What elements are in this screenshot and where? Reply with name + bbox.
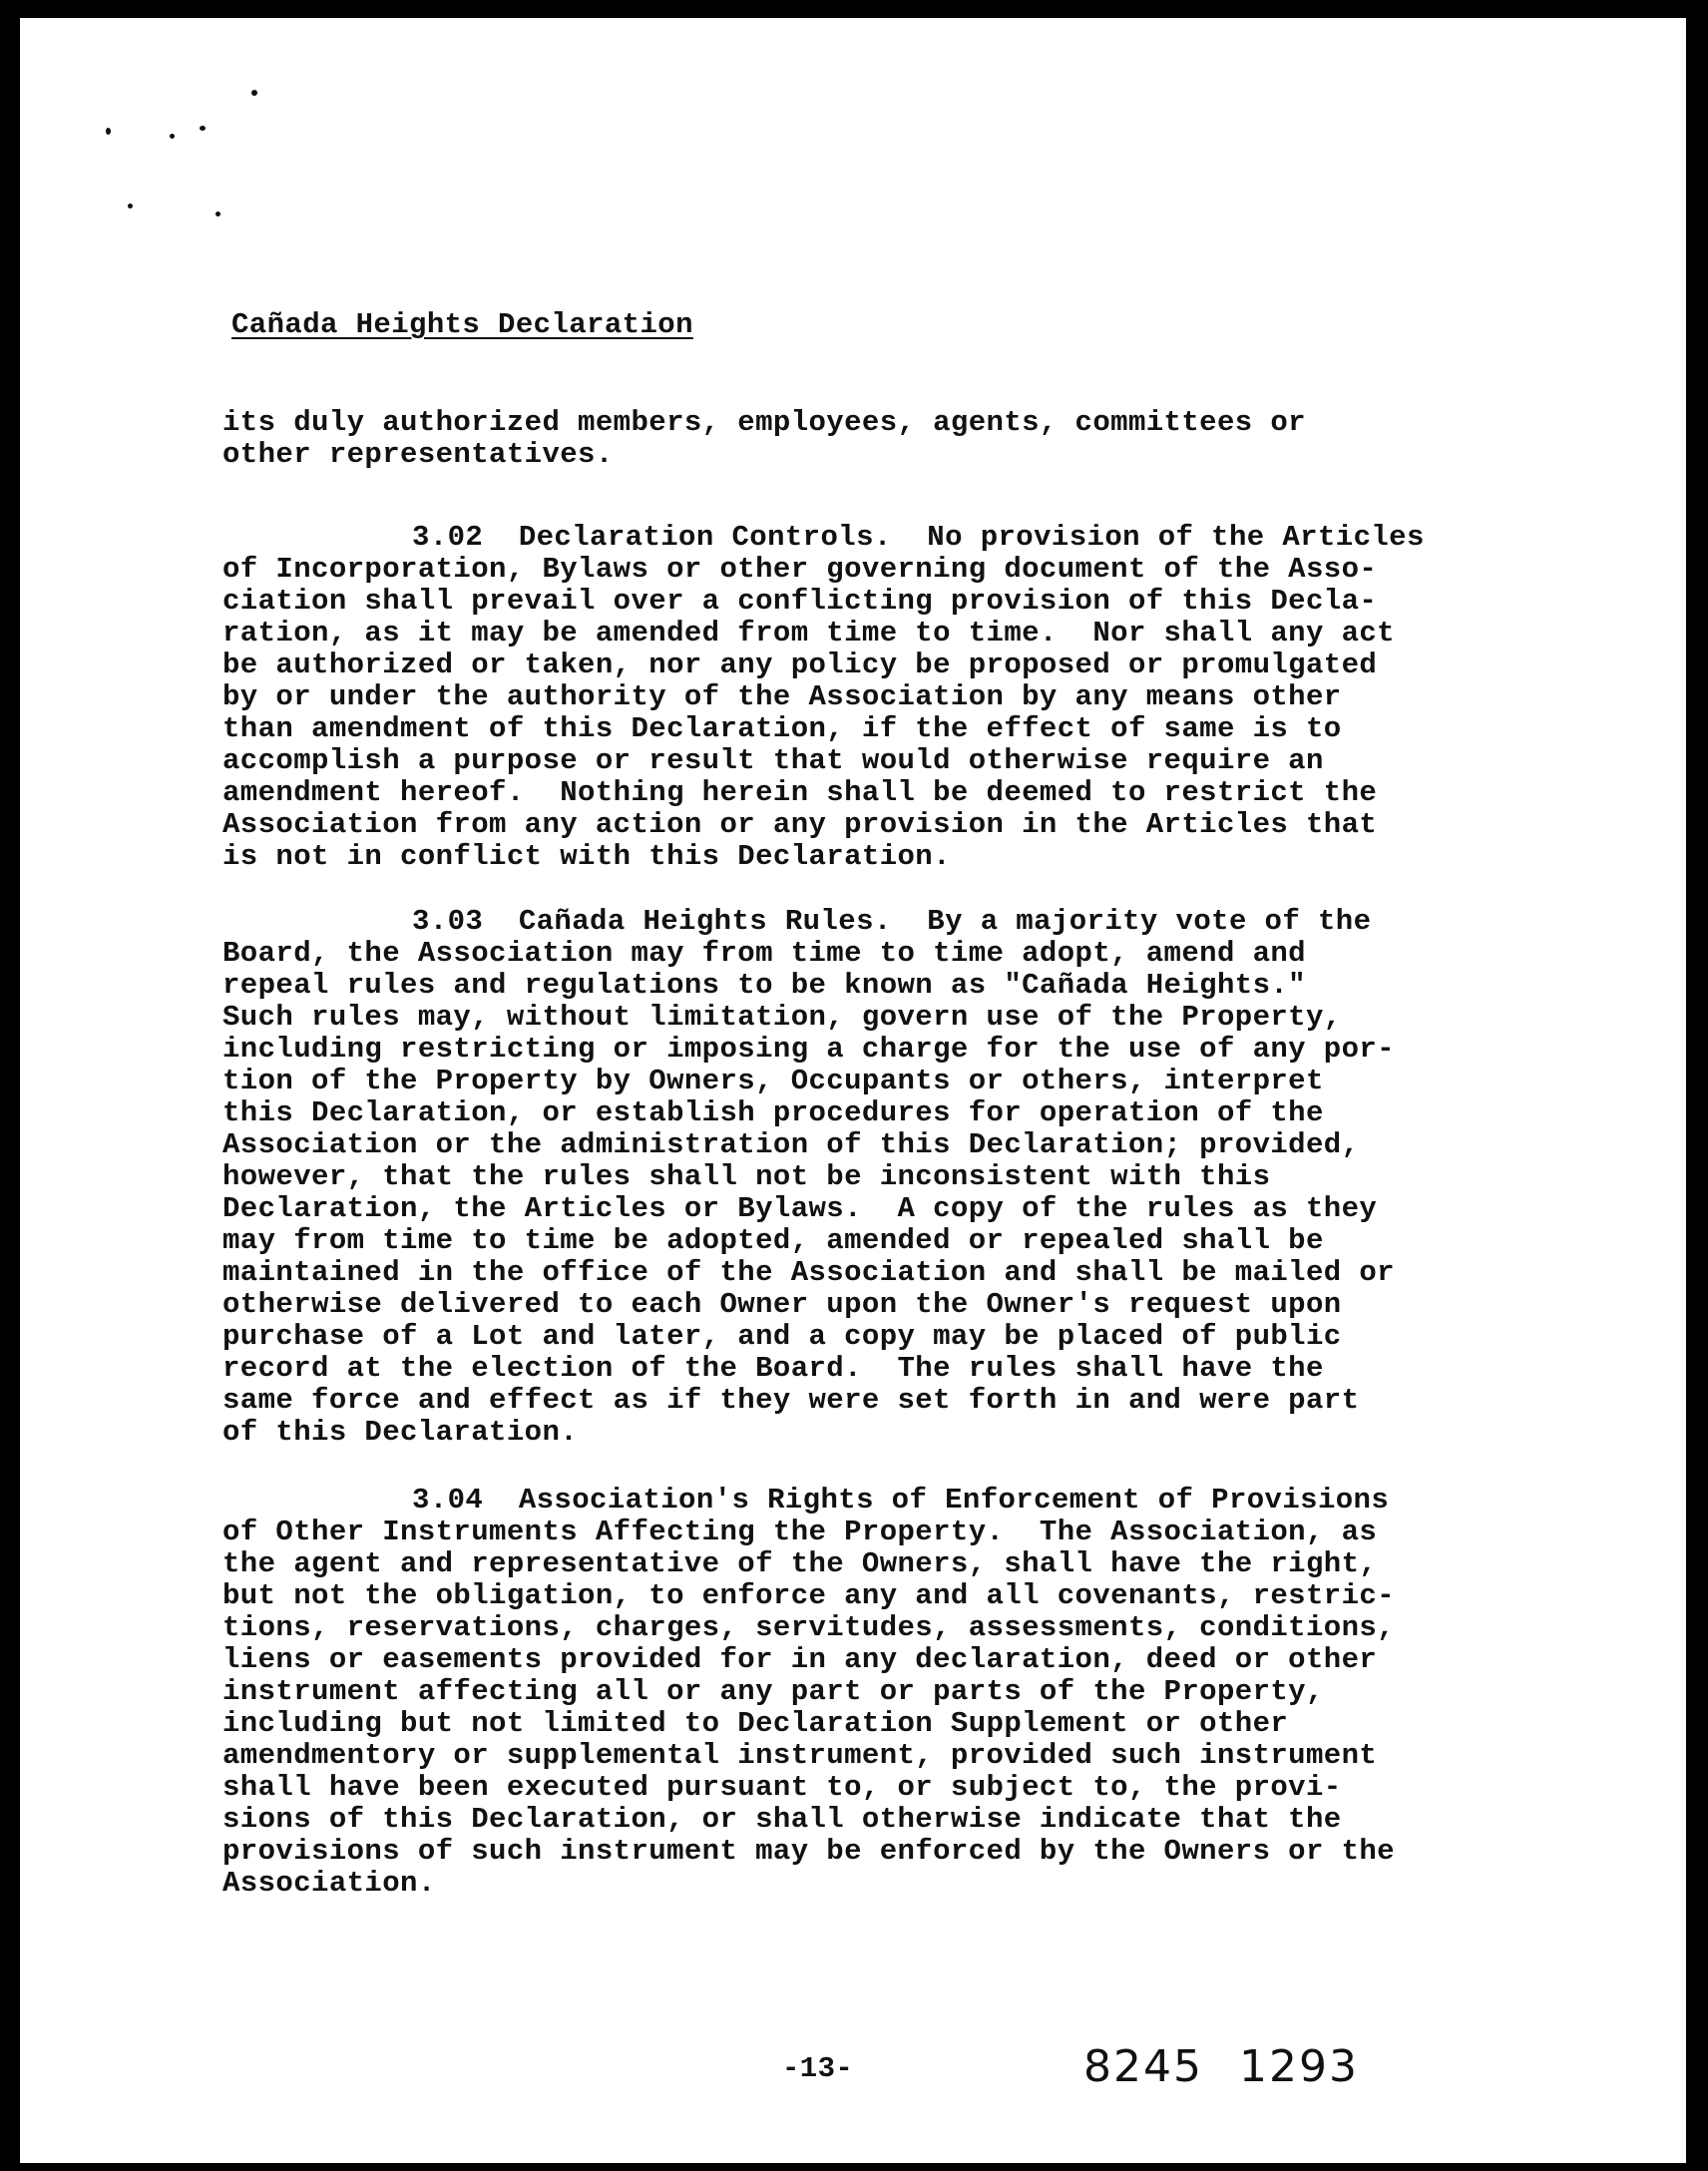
text-line: tion of the Property by Owners, Occupants or others, interpret [222,1065,1324,1097]
text-line: of Other Instruments Affecting the Property. The Association, as [222,1516,1378,1548]
text-line: same force and effect as if they were set forth in and were part [222,1384,1360,1417]
text-line: By a majority vote of the [927,905,1372,938]
text-line: ciation shall prevail over a conflicting provision of this Decla- [222,585,1378,618]
text-line: Declaration, the Articles or Bylaws. A copy of the rules as they [222,1192,1378,1225]
section-number: 3.02 [412,521,484,554]
text-line: however, that the rules shall not be inconsistent with this [222,1160,1271,1193]
scan-speck [106,128,111,135]
text-line: Association or the administration of this Declaration; provided, [222,1128,1360,1161]
section-3-04 [222,1485,1519,1900]
intro-paragraph [222,407,1519,471]
text-line: tions, reservations, charges, servitudes, assessments, conditions, [222,1611,1395,1644]
text-line: record at the election of the Board. The rules shall have the [222,1352,1324,1385]
text-line: including but not limited to Declaration Supplement or other [222,1707,1289,1740]
scan-speck [170,134,175,139]
text-line: ration, as it may be amended from time to time. Nor shall any act [222,617,1395,650]
text-line: of this Declaration. [222,1416,579,1449]
text-line: accomplish a purpose or result that would otherwise require an [222,744,1324,777]
text-line: liens or easements provided for in any declaration, deed or other [222,1643,1378,1676]
document-code-left: 8245 [1083,2041,1203,2092]
text-line: Association from any action or any provision in the Articles that [222,808,1378,841]
text-line: of Incorporation, Bylaws or other governing document of the Asso- [222,553,1378,586]
text-line: but not the obligation, to enforce any and all covenants, restric- [222,1579,1395,1612]
text-line: by or under the authority of the Association by any means other [222,680,1342,713]
section-heading: Declaration Controls. [518,521,892,554]
text-line: other representatives. [222,438,614,471]
text-line: than amendment of this Declaration, if the effect of same is to [222,712,1342,745]
document-page [20,18,1686,2163]
text-line: the agent and representative of the Owners, shall have the right, [222,1547,1378,1580]
text-line: sions of this Declaration, or shall otherwise indicate that the [222,1803,1342,1836]
text-line: shall have been executed pursuant to, or subject to, the provi- [222,1771,1342,1804]
document-code-right: 1293 [1238,2041,1359,2092]
document-code [1083,2041,1359,2092]
text-line: Board, the Association may from time to time adopt, amend and [222,937,1306,970]
document-title: Cañada Heights Declaration [231,308,693,341]
scan-speck [128,204,133,209]
text-line: Such rules may, without limitation, govern use of the Property, [222,1001,1342,1034]
text-line: its duly authorized members, employees, agents, committees or [222,406,1306,439]
text-line: No provision of the Articles [927,521,1425,554]
section-number: 3.03 [412,905,484,938]
scan-speck [200,126,206,131]
text-line: otherwise delivered to each Owner upon the Owner's request upon [222,1288,1342,1321]
text-line: repeal rules and regulations to be known as "Cañada Heights." [222,969,1306,1002]
text-line: amendment hereof. Nothing herein shall be deemed to restrict the [222,776,1378,809]
text-line: purchase of a Lot and later, and a copy may be placed of public [222,1320,1342,1353]
scan-speck [215,212,220,217]
section-heading: Cañada Heights Rules. [518,905,892,938]
text-line: may from time to time be adopted, amended or repealed shall be [222,1224,1324,1257]
section-3-03 [222,906,1519,1449]
section-number: 3.04 [412,1484,484,1517]
text-line: Association. [222,1867,436,1900]
text-line: including restricting or imposing a charge for the use of any por- [222,1033,1395,1066]
page-number: -13- [782,2052,854,2085]
text-line: provisions of such instrument may be enforced by the Owners or the [222,1835,1395,1868]
text-line: instrument affecting all or any part or parts of the Property, [222,1675,1324,1708]
text-line: is not in conflict with this Declaration. [222,840,951,873]
text-line: maintained in the office of the Association and shall be mailed or [222,1256,1395,1289]
scan-speck [251,90,257,96]
text-line: amendmentory or supplemental instrument, provided such instrument [222,1739,1378,1772]
text-line: this Declaration, or establish procedures for operation of the [222,1096,1324,1129]
text-line: be authorized or taken, nor any policy be proposed or promulgated [222,649,1378,681]
section-heading: Association's Rights of Enforcement of Provisions [518,1484,1390,1517]
section-3-02 [222,522,1519,873]
